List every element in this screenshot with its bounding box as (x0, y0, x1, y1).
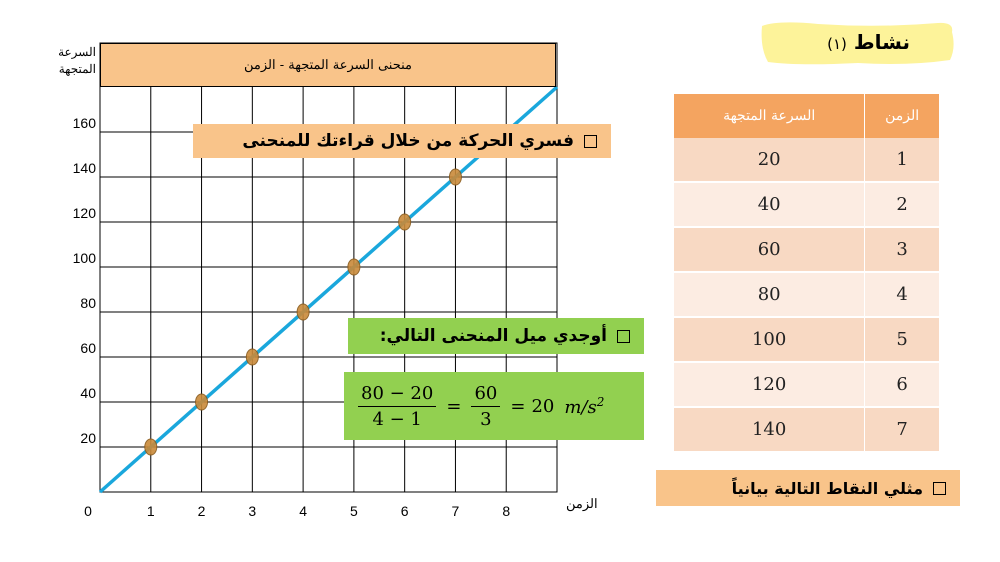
x-tick-label: 5 (349, 503, 358, 519)
fraction-1-numerator: 80 − 20 (358, 383, 436, 407)
x-axis-label: الزمن (566, 497, 598, 512)
table-row (674, 182, 940, 227)
slope-callout (348, 318, 644, 354)
equals-sign: = (510, 395, 526, 417)
activity-number: (١) (827, 35, 847, 53)
plot-text: مثلي النقاط التالية بيانياً (731, 478, 923, 498)
cell-velocity: 60 (674, 227, 865, 272)
activity-badge (758, 18, 958, 70)
chart-title: منحنى السرعة المتجهة - الزمن (100, 43, 556, 87)
equals-sign: = (446, 395, 462, 417)
fraction-1 (358, 383, 436, 430)
cell-velocity: 100 (674, 317, 865, 362)
y-tick-label: 100 (72, 250, 96, 266)
y-tick-label: 40 (80, 385, 96, 401)
column-header-velocity: السرعة المتجهة (674, 94, 865, 138)
table-row (674, 317, 940, 362)
slope-text: أوجدي ميل المنحنى التالي: (379, 326, 607, 346)
fraction-2-denominator: 3 (480, 408, 492, 430)
y-tick-label: 140 (72, 160, 96, 176)
data-point (348, 259, 360, 275)
data-table (674, 94, 940, 453)
fraction-2-numerator: 60 (471, 383, 500, 407)
x-tick-label: 7 (451, 503, 460, 519)
table-row (674, 407, 940, 452)
column-header-time: الزمن (865, 94, 940, 138)
data-point (297, 304, 309, 320)
x-tick-label: 8 (502, 503, 511, 519)
unit-text: m/s (564, 396, 597, 418)
x-tick-label: 6 (400, 503, 409, 519)
x-tick-label: 4 (299, 503, 308, 519)
activity-word: نشاط (853, 30, 910, 54)
cell-velocity: 20 (674, 138, 865, 182)
data-point (196, 394, 208, 410)
x-tick-label: 1 (146, 503, 155, 519)
y-tick-label: 60 (80, 340, 96, 356)
cell-velocity: 140 (674, 407, 865, 452)
data-point (399, 214, 411, 230)
x-tick-label: 0 (84, 503, 92, 519)
cell-velocity: 40 (674, 182, 865, 227)
interpret-text: فسري الحركة من خلال قراءتك للمنحنى (242, 131, 574, 151)
cell-time: 6 (865, 362, 940, 407)
table-row (674, 138, 940, 182)
checkbox-icon (617, 330, 630, 343)
cell-time: 1 (865, 138, 940, 182)
formula-result: 20 (531, 395, 555, 417)
table-header-row (674, 94, 940, 138)
y-tick-label: 160 (72, 115, 96, 131)
fraction-1-denominator: 4 − 1 (372, 408, 422, 430)
cell-time: 2 (865, 182, 940, 227)
interpret-callout (193, 124, 611, 158)
cell-time: 7 (865, 407, 940, 452)
unit-power: 2 (596, 394, 605, 409)
slope-formula (344, 372, 644, 440)
checkbox-icon (933, 482, 946, 495)
y-axis-label: السرعة المتجهة (58, 45, 96, 76)
cell-time: 5 (865, 317, 940, 362)
checkbox-icon (584, 135, 597, 148)
table-row (674, 227, 940, 272)
cell-time: 3 (865, 227, 940, 272)
y-tick-label: 120 (72, 205, 96, 221)
data-point (246, 349, 258, 365)
cell-time: 4 (865, 272, 940, 317)
cell-velocity: 80 (674, 272, 865, 317)
data-point (145, 439, 157, 455)
activity-label (827, 30, 910, 54)
x-tick-label: 2 (197, 503, 206, 519)
formula-unit (564, 395, 604, 418)
fraction-2 (471, 383, 500, 430)
table-row (674, 362, 940, 407)
plot-callout (656, 470, 960, 506)
x-tick-label: 3 (248, 503, 257, 519)
y-tick-label: 80 (80, 295, 96, 311)
cell-velocity: 120 (674, 362, 865, 407)
data-point (449, 169, 461, 185)
table-row (674, 272, 940, 317)
y-tick-label: 20 (80, 430, 96, 446)
